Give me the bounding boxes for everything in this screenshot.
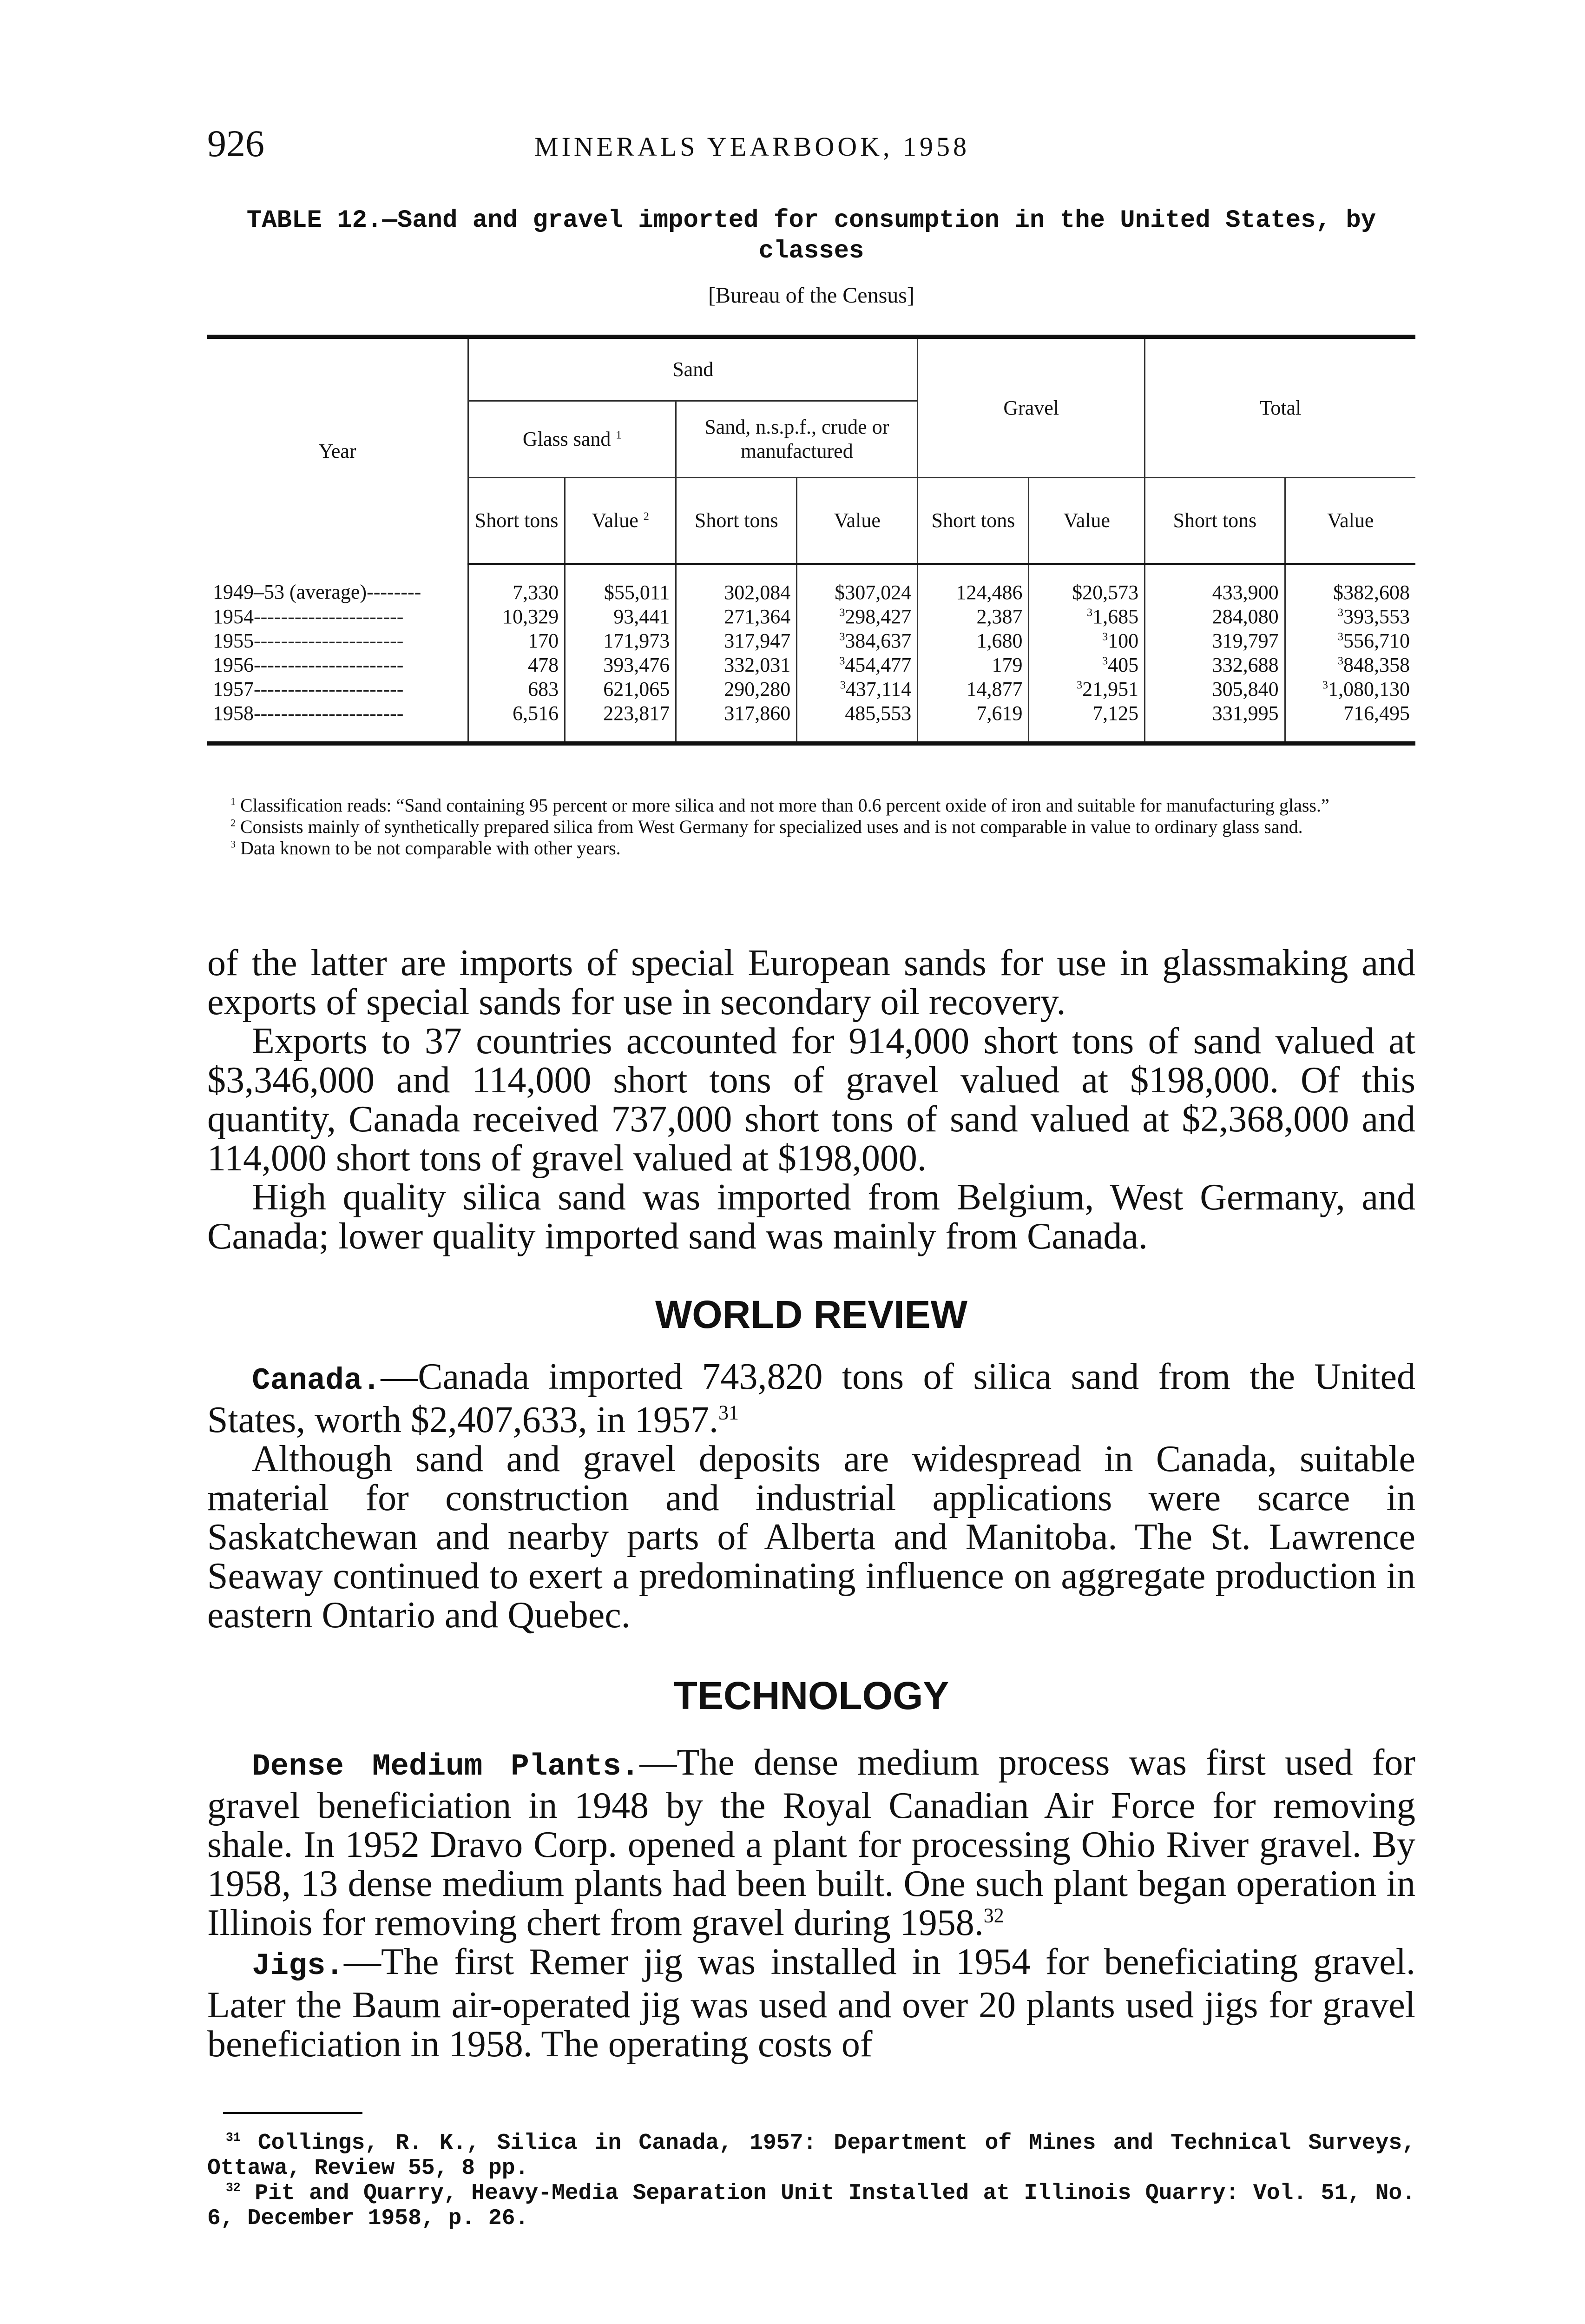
total-value-cell: $^3$556,710 <box>1285 629 1415 653</box>
gravel-tons-cell: 1,680 <box>918 629 1029 653</box>
nspf-tons-cell: 317,947 <box>676 629 797 653</box>
gravel-tons-header: Short tons <box>918 478 1029 564</box>
nspf-tons-cell: 271,364 <box>676 605 797 629</box>
gravel-tons-cell: 14,877 <box>918 677 1029 701</box>
paragraph: Jigs.—The first Remer jig was installed in 1954 for beneficiating gravel. Later the Baum air-operated jig was used and over 20 plants used jigs for gravel beneficiation in 1958. The operating costs of <box>207 1941 1415 2065</box>
total-value-cell: $382,608 <box>1285 564 1415 605</box>
table-title <box>207 205 1415 267</box>
nspf-value-cell: $^3$298,427 <box>797 605 918 629</box>
gravel-value-cell: $20,573 <box>1029 564 1145 605</box>
total-tons-cell: 331,995 <box>1145 701 1285 744</box>
glass-tons-cell: 7,330 <box>468 564 565 605</box>
footnote: $^{31}$ Collings, R. K., Silica in Canada, 1957: Department of Mines and Technical Surveys, Ottawa, Review 55, 8 pp. <box>207 2131 1415 2181</box>
glass-tons-header: Short tons <box>468 478 565 564</box>
table-row <box>207 701 1415 744</box>
total-value-cell: $^3$393,553 <box>1285 605 1415 629</box>
glass-tons-cell: 10,329 <box>468 605 565 629</box>
nspf-value-cell: $^3$384,637 <box>797 629 918 653</box>
year-header: Year <box>318 440 356 462</box>
nspf-value-cell: $307,024 <box>797 564 918 605</box>
nspf-value-cell: $^3$454,477 <box>797 653 918 677</box>
section-heading-technology: TECHNOLOGY <box>673 1674 949 1717</box>
footnote-rule <box>223 2112 362 2114</box>
table-footnote: $^1$ Classification reads: “Sand containing 95 percent or more silica and not more than 0.6 percent oxide of iron and suitable for manufacturing glass.” <box>230 795 1329 816</box>
gravel-tons-cell: 124,486 <box>918 564 1029 605</box>
body-text-world-review <box>207 1357 1415 1635</box>
total-tons-cell: 332,688 <box>1145 653 1285 677</box>
paragraph: Canada.—Canada imported 743,820 tons of silica sand from the United States, worth $2,407,633, in 1957.31 <box>207 1356 1415 1440</box>
glass-sand-header: Glass sand $^1$ <box>468 401 676 478</box>
glass-tons-cell: 478 <box>468 653 565 677</box>
table-row <box>207 629 1415 653</box>
run-in-heading: Canada. <box>252 1363 381 1398</box>
gravel-tons-cell: 179 <box>918 653 1029 677</box>
imports-table <box>207 335 1415 746</box>
glass-tons-cell: 683 <box>468 677 565 701</box>
total-header: Total <box>1145 337 1415 478</box>
table-source: [Bureau of the Census] <box>708 283 914 308</box>
nspf-tons-cell: 290,280 <box>676 677 797 701</box>
gravel-value-header: Value <box>1029 478 1145 564</box>
page-footnotes <box>207 2131 1415 2231</box>
total-value-cell: 716,495 <box>1285 701 1415 744</box>
total-value-header: Value <box>1285 478 1415 564</box>
total-tons-cell: 305,840 <box>1145 677 1285 701</box>
glass-tons-cell: 170 <box>468 629 565 653</box>
table-footnote: $^3$ Data known to be not comparable with other years. <box>230 838 621 858</box>
footnote: $^{32}$ Pit and Quarry, Heavy-Media Separation Unit Installed at Illinois Quarry: Vol. 51, No. 6, December 1958, p. 26. <box>207 2181 1416 2231</box>
paragraph: Dense Medium Plants.—The dense medium process was first used for gravel beneficiation in 1948 by the Royal Canadian Air Force for removing shale. In 1952 Dravo Corp. opened a plant for processing Ohio River gravel. By 1958, 13 dense medium plants had been built. One such plant began operation in Illinois for removing chert from gravel during 1958.32 <box>207 1742 1415 1943</box>
glass-value-cell: 393,476 <box>565 653 676 677</box>
table-caption: —Sand and gravel imported for consumption in the United States, by classes <box>382 206 1376 265</box>
glass-value-cell: 223,817 <box>565 701 676 744</box>
total-value-cell: $^3$1,080,130 <box>1285 677 1415 701</box>
body-text-intro <box>207 944 1415 1256</box>
section-heading-world-review: WORLD REVIEW <box>655 1293 967 1336</box>
total-tons-header: Short tons <box>1145 478 1285 564</box>
gravel-value-cell: $^3$100 <box>1029 629 1145 653</box>
gravel-value-cell: $^3$21,951 <box>1029 677 1145 701</box>
gravel-tons-cell: 2,387 <box>918 605 1029 629</box>
nspf-tons-cell: 332,031 <box>676 653 797 677</box>
paragraph: Although sand and gravel deposits are widespread in Canada, suitable material for construction and industrial applications were scarce in Saskatchewan and nearby parts of Alberta and Manitoba. The St. Lawrence Seaway continued to exert a predominating influence on aggregate production in eastern Ontario and Quebec. <box>207 1439 1415 1636</box>
nspf-value-header: Value <box>797 478 918 564</box>
nspf-value-cell: $^3$437,114 <box>797 677 918 701</box>
row-year: 1949–53 (average)-------- <box>213 581 421 603</box>
body-text-technology <box>207 1743 1415 2064</box>
row-year: 1958---------------------- <box>213 702 404 725</box>
glass-tons-cell: 6,516 <box>468 701 565 744</box>
row-year: 1955---------------------- <box>213 629 404 652</box>
paragraph: Exports to 37 countries accounted for 914,000 short tons of sand valued at $3,346,000 and 114,000 short tons of gravel valued at $198,000. Of this quantity, Canada received 737,000 short tons of sand valued at $2,368,000 and 114,000 short tons of gravel valued at $198,000. <box>207 1021 1415 1179</box>
row-year: 1957---------------------- <box>213 678 404 700</box>
total-tons-cell: 433,900 <box>1145 564 1285 605</box>
glass-value-cell: 171,973 <box>565 629 676 653</box>
row-year: 1956---------------------- <box>213 654 404 676</box>
glass-value-cell: $55,011 <box>565 564 676 605</box>
glass-value-cell: 93,441 <box>565 605 676 629</box>
sand-nspf-header: Sand, n.s.p.f., crude or manufactured <box>676 401 918 478</box>
glass-value-cell: 621,065 <box>565 677 676 701</box>
total-value-cell: $^3$848,358 <box>1285 653 1415 677</box>
nspf-value-cell: 485,553 <box>797 701 918 744</box>
total-tons-cell: 319,797 <box>1145 629 1285 653</box>
total-tons-cell: 284,080 <box>1145 605 1285 629</box>
table-label: TABLE 12. <box>246 206 382 235</box>
gravel-header: Gravel <box>918 337 1145 478</box>
paragraph: High quality silica sand was imported from Belgium, West Germany, and Canada; lower quality imported sand was mainly from Canada. <box>207 1177 1415 1257</box>
table-row <box>207 653 1415 677</box>
gravel-value-cell: 7,125 <box>1029 701 1145 744</box>
row-year: 1954---------------------- <box>213 605 404 628</box>
table-row <box>207 605 1415 629</box>
nspf-tons-cell: 317,860 <box>676 701 797 744</box>
glass-value-header: Value $^2$ <box>565 478 676 564</box>
table-footnotes <box>207 795 1415 859</box>
gravel-tons-cell: 7,619 <box>918 701 1029 744</box>
table-row <box>207 564 1415 605</box>
paragraph: of the latter are imports of special European sands for use in glassmaking and exports of special sands for use in secondary oil recovery. <box>207 943 1415 1023</box>
gravel-value-cell: $^3$405 <box>1029 653 1145 677</box>
nspf-tons-cell: 302,084 <box>676 564 797 605</box>
running-title: MINERALS YEARBOOK, 1958 <box>534 132 970 162</box>
gravel-value-cell: $^3$1,685 <box>1029 605 1145 629</box>
page-number: 926 <box>207 122 264 165</box>
table-row <box>207 677 1415 701</box>
sand-header: Sand <box>468 337 918 401</box>
run-in-heading: Dense Medium Plants. <box>252 1749 640 1784</box>
nspf-tons-header: Short tons <box>676 478 797 564</box>
run-in-heading: Jigs. <box>252 1948 344 1983</box>
table-footnote: $^2$ Consists mainly of synthetically prepared silica from West Germany for specialized uses and is not comparable in value to ordinary glass sand. <box>230 816 1303 837</box>
